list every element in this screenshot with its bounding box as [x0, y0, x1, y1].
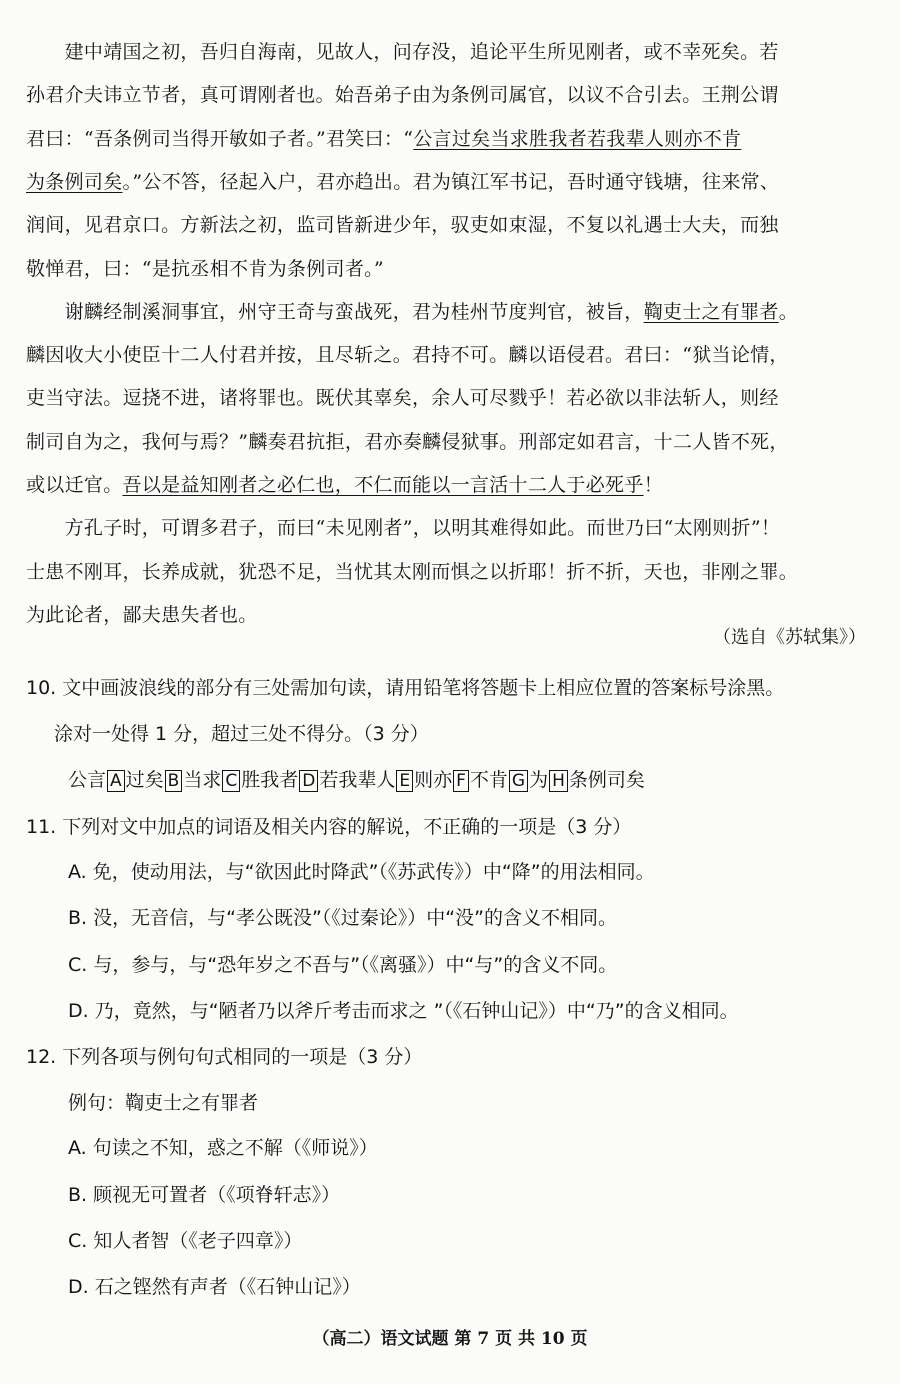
- passage-line: 为此论者，鄙夫患失者也。: [26, 604, 258, 626]
- text-run: 或以迁官。: [26, 474, 123, 496]
- passage-line: 麟因收大小使臣十二人付君并按，且尽斩之。君持不可。麟以语侵君。君曰：“狱当论情，: [26, 344, 789, 366]
- text-run: ！: [643, 474, 663, 496]
- question-12-option-d: D. 石之铿然有声者（《石钟山记》）: [68, 1276, 361, 1298]
- question-11-option-a: A. 免，使动用法，与“欲因此时降武”（《苏武传》）中“降”的用法相同。: [68, 861, 655, 883]
- question-12-option-b: B. 顾视无可置者（《项脊轩志》）: [68, 1184, 341, 1206]
- segment-text: 条例司矣: [568, 769, 645, 791]
- answer-box-a[interactable]: A: [107, 770, 125, 792]
- question-12-option-c: C. 知人者智（《老子四章》）: [68, 1230, 303, 1252]
- passage-line: [26, 170, 878, 194]
- segment-text: 过矣: [125, 769, 164, 791]
- passage-line: 制司自为之，我何与焉？”麟奏君抗拒，君亦奏麟侵狱事。刑部定如君言，十二人皆不死，: [26, 431, 789, 453]
- answer-box-e[interactable]: E: [396, 770, 413, 792]
- question-12-stem: 12. 下列各项与例句句式相同的一项是（3 分）: [26, 1046, 423, 1068]
- question-10-stem: 10. 文中画波浪线的部分有三处需加句读，请用铅笔将答题卡上相应位置的答案标号涂黑。: [26, 677, 785, 699]
- passage-line: [26, 127, 878, 151]
- text-run: 。”公不答，径起入户，君亦趋出。君为镇江军书记，吾时通守钱塘，往来常、: [122, 171, 780, 193]
- question-11-option-c: C. 与，参与，与“恐年岁之不吾与”（《离骚》）中“与”的含义不同。: [68, 954, 618, 976]
- answer-box-b[interactable]: B: [165, 770, 183, 792]
- wavy-underlined-text: 为条例司矣: [26, 171, 123, 193]
- question-12-option-a: A. 句读之不知，惑之不解（《师说》）: [68, 1137, 378, 1159]
- text-run: 。: [778, 301, 799, 323]
- answer-box-g[interactable]: G: [509, 770, 528, 792]
- segment-text: 若我辈人: [319, 769, 396, 791]
- segment-text: 为: [529, 769, 549, 791]
- text-run: 谢麟经制溪洞事宜，州守王奇与蛮战死，君为桂州节度判官，被旨，: [26, 301, 644, 323]
- answer-box-h[interactable]: H: [549, 770, 568, 792]
- question-11-stem: 11. 下列对文中加点的词语及相关内容的解说，不正确的一项是（3 分）: [26, 816, 632, 838]
- text-run: 君曰：“吾条例司当得开敏如子者。”君笑曰：“: [26, 128, 414, 150]
- answer-box-d[interactable]: D: [299, 770, 318, 792]
- passage-line: 建中靖国之初，吾归自海南，见故人，问存没，追论平生所见刚者，或不幸死矣。若: [26, 41, 779, 63]
- segment-text: 胜我者: [241, 769, 299, 791]
- segment-text: 不肯: [469, 769, 508, 791]
- underlined-text: 鞫吏士之有罪者: [643, 301, 779, 323]
- underlined-text: 吾以是益知刚者之必仁也，不仁而能以一言活十二人于必死乎: [122, 474, 644, 496]
- passage-line: 敬惮君，曰：“是抗丞相不肯为条例司者。”: [26, 258, 384, 280]
- answer-box-c[interactable]: C: [222, 770, 240, 792]
- passage-line: 士患不刚耳，长养成就，犹恐不足，当忧其太刚而惧之以折耶！折不折，天也，非刚之罪。: [26, 561, 799, 583]
- passage-line: [26, 300, 878, 324]
- segment-text: 当求: [183, 769, 222, 791]
- wavy-underlined-text: 公言过矣当求胜我者若我辈人则亦不肯: [413, 128, 742, 150]
- page-footer: （高二）语文试题 第 7 页 共 10 页: [312, 1329, 588, 1349]
- passage-line: 孙君介夫讳立节者，真可谓刚者也。始吾弟子由为条例司属官，以议不合引去。王荆公谓: [26, 84, 779, 106]
- question-10-note: 涂对一处得 1 分，超过三处不得分。（3 分）: [54, 723, 429, 745]
- passage-line: 方孔子时，可谓多君子，而曰“未见刚者”，以明其难得如此。而世乃曰“太刚则折”！: [26, 517, 781, 539]
- segment-text: 则亦: [414, 769, 453, 791]
- segment-text: 公言: [68, 769, 107, 791]
- question-11-option-d: D. 乃，竟然，与“陋者乃以斧斤考击而求之 ”（《石钟山记》）中“乃”的含义相同。: [68, 1000, 739, 1022]
- punctuation-options: [68, 768, 645, 792]
- passage-line: 润间，见君京口。方新法之初，监司皆新进少年，驭吏如束湿，不复以礼遇士大夫，而独: [26, 214, 779, 236]
- passage-line: [26, 473, 878, 497]
- answer-box-f[interactable]: F: [453, 770, 469, 792]
- passage-line: 吏当守法。逗挠不进，诸将罪也。既伏其辜矣，余人可尽戮乎！若必欲以非法斩人，则经: [26, 387, 779, 409]
- question-12-example: 例句：鞫吏士之有罪者: [68, 1092, 259, 1114]
- source-citation: （选自《苏轼集》）: [713, 627, 866, 648]
- question-11-option-b: B. 没，无音信，与“孝公既没”（《过秦论》）中“没”的含义不相同。: [68, 907, 617, 929]
